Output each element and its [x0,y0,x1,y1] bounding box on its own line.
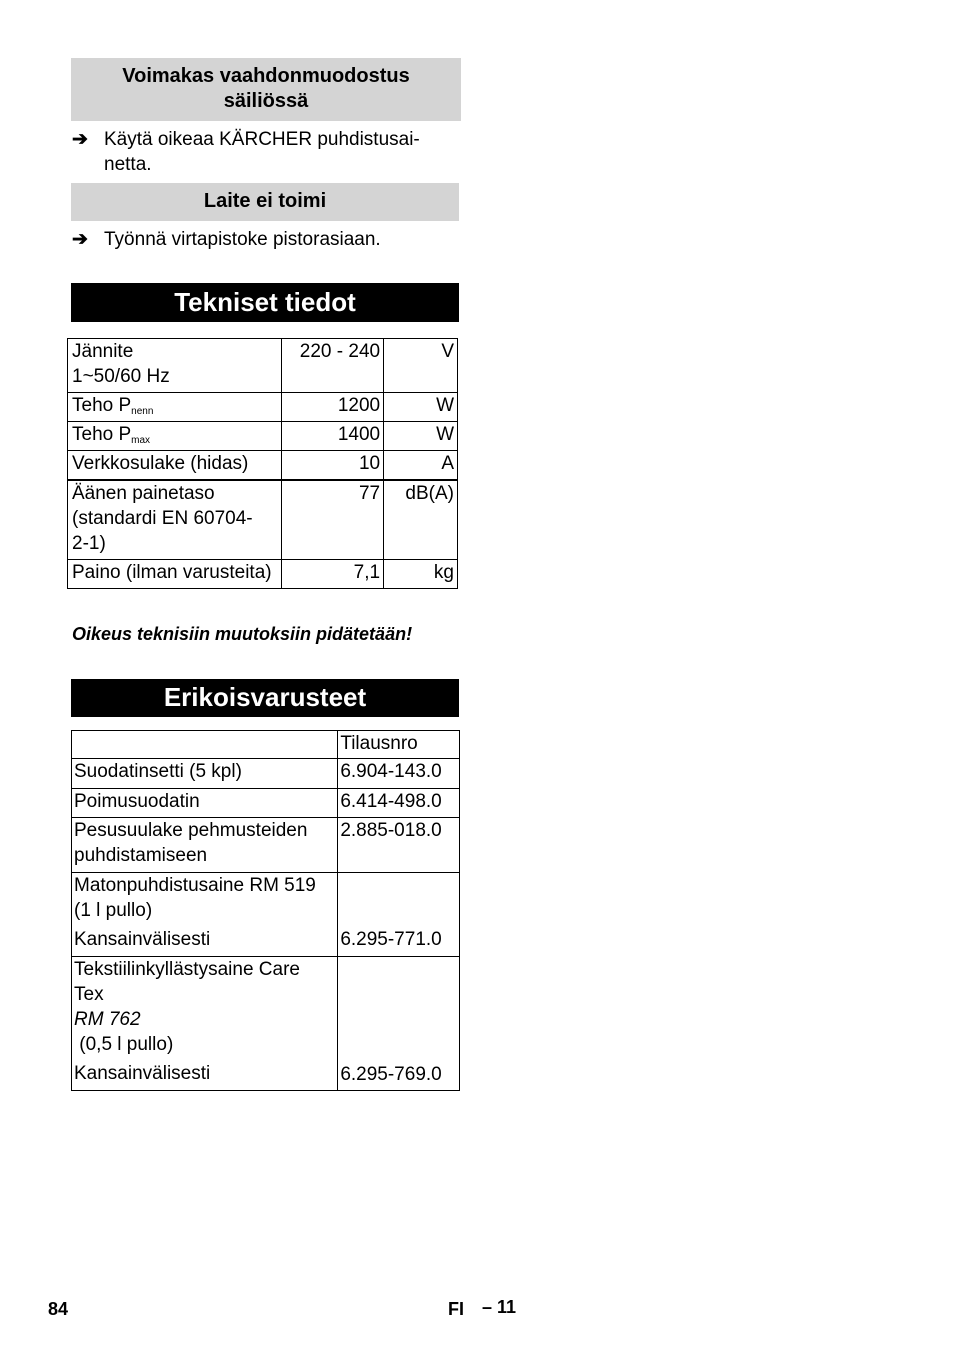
tech-label: Teho P [72,395,132,416]
section-heading-not-working [71,183,459,221]
section-heading-foam-line1: Voimakas vaahdonmuodostus [122,65,410,87]
table-row [72,789,460,818]
accessory-code: 2.885-018.0 [338,818,460,873]
section-heading-tech-text: Tekniset tiedot [174,287,356,317]
sub-page-number: – 11 [482,1297,517,1317]
tech-table [67,338,458,589]
section-heading-not-working-text: Laite ei toimi [203,190,327,212]
table-row [68,451,458,480]
section-heading-foam-line2: säiliössä [223,90,309,112]
accessory-code: 6.295-769.0 [340,1064,442,1085]
bullet-foam [72,127,462,177]
tech-label: Äänen painetaso [72,482,215,504]
accessory-name: Kansainvälisesti [74,1063,211,1084]
technical-changes-note: Oikeus teknisiin muutoksiin pidätetään! [72,624,413,644]
section-heading-accessories [71,679,459,717]
table-row [72,818,460,873]
accessory-name: Kansainvälisesti [74,929,211,950]
accessory-name: Pesusuulake pehmusteiden [74,820,308,841]
tech-value: 1200 [282,393,384,422]
tech-value: 220 - 240 [282,339,384,393]
tech-value: 10 [282,451,384,480]
tech-label: Verkkosulake (hidas) [68,451,282,480]
tech-value: 77 [282,480,384,560]
arrow-right-icon: ➔ [72,129,88,150]
bullet-not-working [72,227,462,252]
table-row [68,393,458,422]
tech-value: 1400 [282,422,384,451]
accessory-name: puhdistamiseen [74,845,208,866]
tech-unit: A [384,451,458,480]
page-number: 84 [48,1299,69,1319]
accessory-name: Tekstiilinkyllästysaine Care [74,959,300,980]
accessory-name: Tex [74,984,104,1005]
bullet-foam-line2: netta. [104,154,152,175]
table-row [72,957,460,1091]
table-row [72,759,460,789]
tech-label: (standardi EN 60704- [72,507,253,529]
table-row [72,873,460,957]
section-heading-foam [71,58,461,121]
tech-label: Paino (ilman varusteita) [68,560,282,589]
bullet-not-working-text: Työnnä virtapistoke pistorasiaan. [104,229,381,250]
table-row [68,560,458,589]
accessory-code: 6.414-498.0 [338,789,460,818]
table-row [68,422,458,451]
section-heading-accessories-text: Erikoisvarusteet [163,682,367,712]
tech-label: 2-1) [72,532,106,554]
column-header-order-no: Tilausnro [338,731,460,759]
tech-label: 1~50/60 Hz [72,366,170,387]
tech-unit: dB(A) [384,480,458,560]
tech-unit: kg [384,560,458,589]
accessory-name: (1 l pullo) [74,900,153,921]
tech-unit: V [384,339,458,393]
accessory-name: Matonpuhdistusaine RM 519 [74,875,316,896]
table-row [68,339,458,393]
accessory-name: Suodatinsetti (5 kpl) [72,759,338,789]
tech-label-sub: max [131,435,151,446]
tech-unit: W [384,422,458,451]
language-code: FI [448,1299,464,1319]
accessory-name: RM 762 [74,1009,141,1030]
table-row [68,480,458,560]
tech-label-sub: nenn [131,406,154,417]
tech-label: Jännite [72,341,134,362]
tech-label: Teho P [72,424,132,445]
table-header-row [72,731,460,759]
bullet-foam-line1: Käytä oikeaa KÄRCHER puhdistusai- [104,129,420,150]
arrow-right-icon: ➔ [72,229,88,250]
accessory-name: Poimusuodatin [72,789,338,818]
accessory-name: (0,5 l pullo) [74,1034,174,1055]
accessories-table [71,730,460,1091]
section-heading-tech [71,283,459,322]
accessory-code: 6.904-143.0 [338,759,460,789]
tech-value: 7,1 [282,560,384,589]
accessory-code: 6.295-771.0 [340,929,442,950]
tech-unit: W [384,393,458,422]
